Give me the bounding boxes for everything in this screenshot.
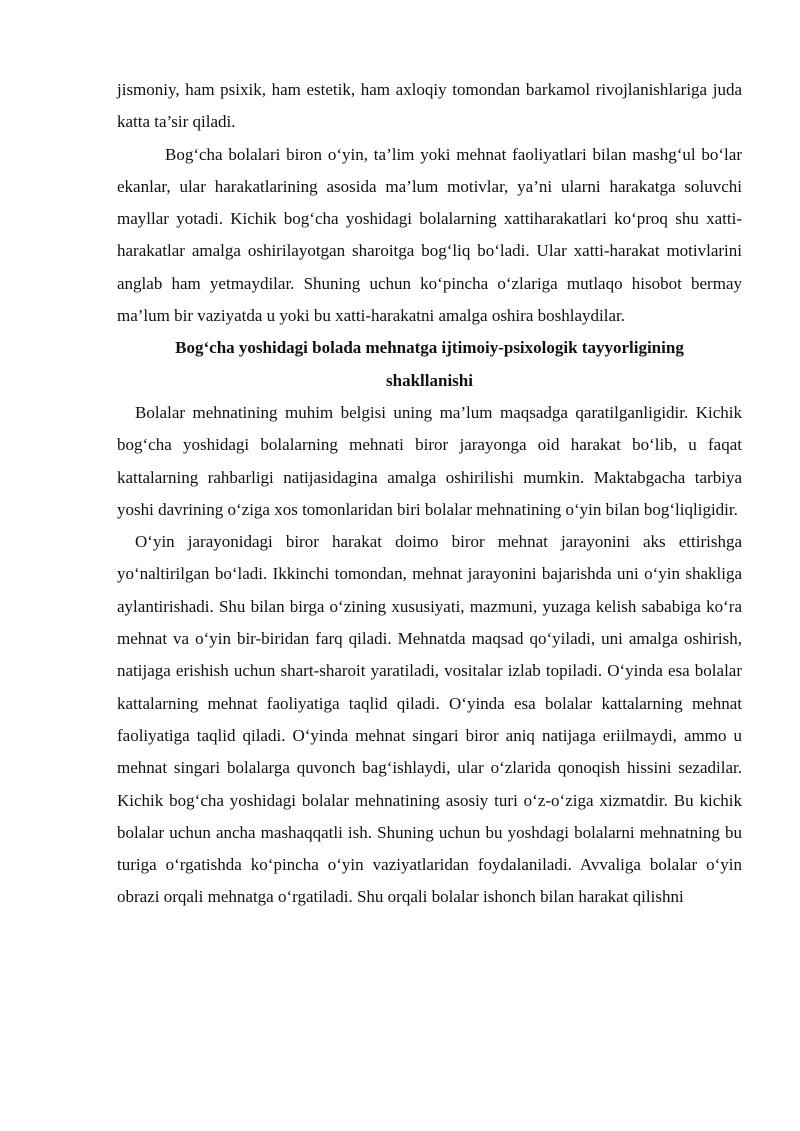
paragraph-labor-purpose: Bolalar mehnatining muhim belgisi uning ma’lum maqsadga qaratilganligidir. Kichik bog‘cha yoshidagi bolalarning mehnati biror jarayonga oid harakat bo‘lib, u faqat kattalarning rahbarligi natijasidagina amalga oshirilishi mumkin. Maktabgacha tarbiya yoshi davrining o‘ziga xos tomonlaridan biri bolalar mehnatining o‘yin bilan bog‘liqligidir.: [117, 402, 742, 519]
document-body: [117, 74, 742, 914]
paragraph-continuation: jismoniy, ham psixik, ham estetik, ham axloqiy tomondan barkamol rivojlanishlariga juda katta ta’sir qiladi.: [117, 80, 742, 132]
paragraph-motives: Bog‘cha bolalari biron o‘yin, ta’lim yoki mehnat faoliyatlari bilan mashg‘ul bo‘lar ekanlar, ular harakatlarining asosida ma’lum motivlar, ya’ni ularni harakatga soluvchi mayllar yotadi. Kichik bog‘cha yoshidagi bolalarning xattiharakatlari ko‘proq shu xatti-harakatlar amalga oshirilayotgan sharoitga bog‘liq bo‘ladi. Ular xatti-harakat motivlarini anglab ham yetmaydilar. Shuning uchun ko‘pincha o‘zlariga mutlaqo hisobot bermay ma’lum bir vaziyatda u yoki bu xatti-harakatni amalga oshira boshlaydilar.: [117, 144, 742, 326]
section-heading: Bog‘cha yoshidagi bolada mehnatga ijtimoiy-psixologik tayyorligining shakllanishi: [175, 338, 684, 390]
paragraph-play-and-labor: O‘yin jarayonidagi biror harakat doimo biror mehnat jarayonini aks ettirishga yo‘naltirilgan bo‘ladi. Ikkinchi tomondan, mehnat jarayonini bajarishda uni o‘yin shakliga aylantirishadi. Shu bilan birga o‘zining xususiyati, mazmuni, yuzaga kelish sababiga ko‘ra mehnat va o‘yin bir-biridan farq qiladi. Mehnatda maqsad qo‘yiladi, uni amalga oshirish, natijaga erishish uchun shart-sharoit yaratiladi, vositalar izlab topiladi. O‘yinda esa bolalar kattalarning mehnat faoliyatiga taqlid qiladi. O‘yinda esa bolalar kattalarning mehnat faoliyatiga taqlid qiladi. O‘yinda mehnat singari biror aniq natijaga eriilmaydi, ammo u mehnat singari bolalarga quvonch bag‘ishlaydi, ular o‘zlarida qonoqish hissini sezadilar. Kichik bog‘cha yoshidagi bolalar mehnatining asosiy turi o‘z-o‘ziga xizmatdir. Bu kichik bolalar uchun ancha mashaqqatli ish. Shuning uchun bu yoshdagi bolalarni mehnatning bu turiga o‘rgatishda ko‘pincha o‘yin vaziyatlaridan foydalaniladi. Avvaliga bolalar o‘yin obrazi orqali mehnatga o‘rgatiladi. Shu orqali bolalar ishonch bilan harakat qilishni: [117, 532, 742, 907]
